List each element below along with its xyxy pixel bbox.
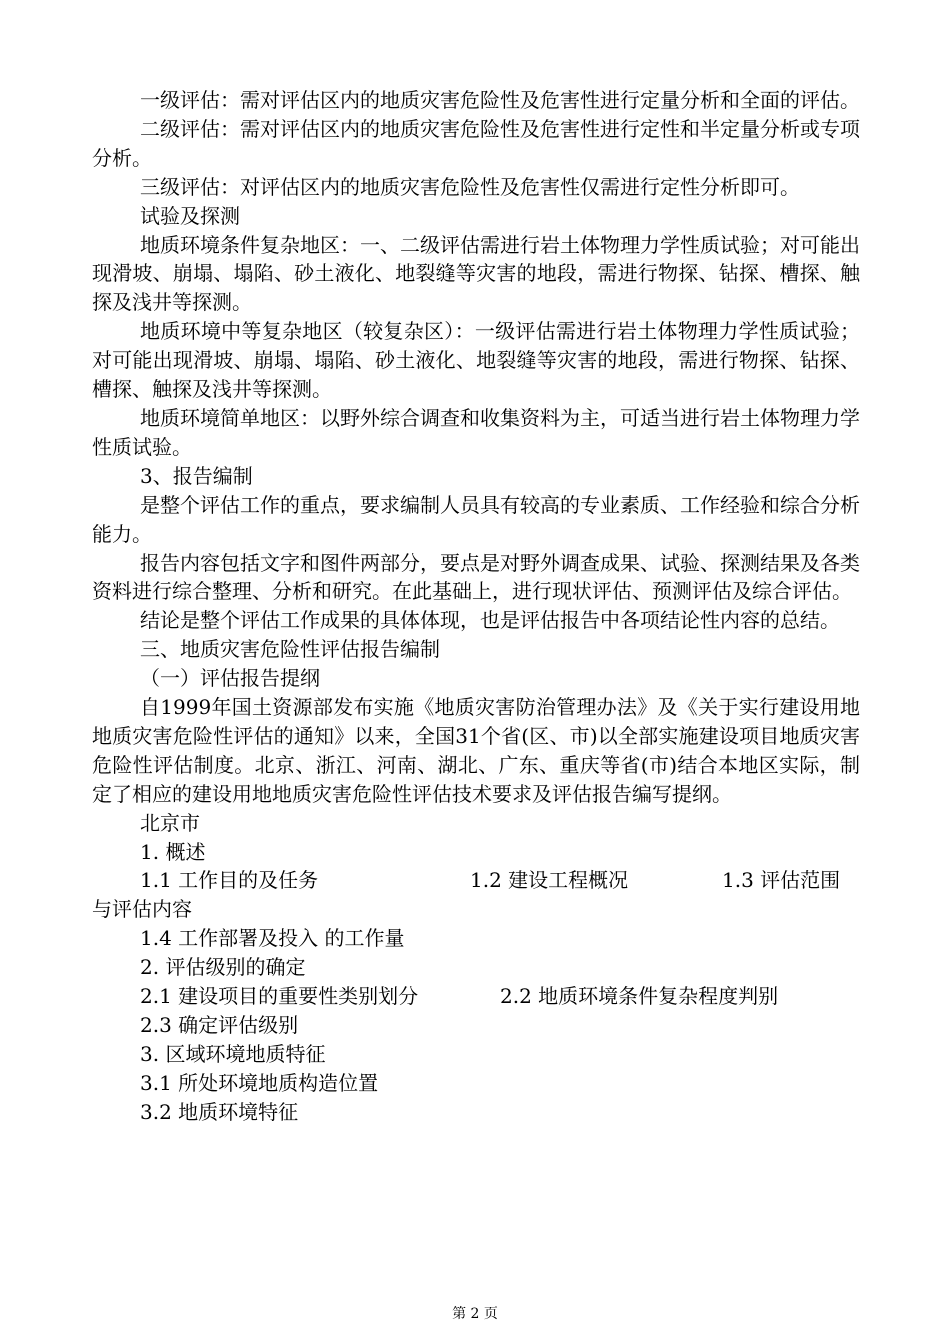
paragraph-level-2: 二级评估：需对评估区内的地质灾害危险性及危害性进行定性和半定量分析或专项分析。	[92, 116, 860, 170]
outline-label: 2.3 确定评估级别	[140, 1013, 299, 1037]
heading-test-and-survey: 试验及探测	[140, 203, 240, 228]
outline-row-1	[92, 866, 860, 895]
outline-item-2-1: 2.1 建设项目的重要性类别划分	[140, 984, 419, 1009]
document-body	[92, 86, 860, 1127]
paragraph-level-1: 一级评估：需对评估区内的地质灾害危险性及危害性进行定量分析和全面的评估。	[140, 88, 860, 112]
heading-beijing: 北京市	[140, 810, 200, 835]
outline-row-2	[92, 982, 860, 1011]
paragraph-report-content: 报告内容包括文字和图件两部分，要点是对野外调查成果、试验、探测结果及各类资料进行综合整理、分析和研究。在此基础上，进行现状评估、预测评估及综合评估。	[92, 550, 860, 604]
outline-label: 3.2 地质环境特征	[140, 1099, 299, 1124]
outline-item-3	[92, 1040, 860, 1069]
heading-outline: （一）评估报告提纲	[140, 666, 320, 691]
outline-item-3-1	[92, 1069, 860, 1098]
paragraph-complex-area: 地质环境条件复杂地区：一、二级评估需进行岩土体物理力学性质试验；对可能出现滑坡、崩塌、塌陷、砂土液化、地裂缝等灾害的地段，需进行物探、钻探、槽探、触探及浅井等探测。	[92, 232, 860, 315]
paragraph-simple-area: 地质环境简单地区：以野外综合调查和收集资料为主，可适当进行岩土体物理力学性质试验。	[92, 405, 860, 459]
paragraph-level-3: 三级评估：对评估区内的地质灾害危险性及危害性仅需进行定性分析即可。	[140, 174, 800, 199]
outline-item-1-3: 1.3 评估范围	[722, 868, 841, 893]
heading-section-three: 三、地质灾害危险性评估报告编制	[140, 637, 440, 662]
outline-item-2	[92, 953, 860, 982]
outline-item-1	[92, 838, 860, 867]
outline-label: 1. 概述	[140, 839, 206, 864]
heading-report-compilation: 3、报告编制	[140, 463, 253, 488]
outline-label: 2. 评估级别的确定	[140, 955, 306, 980]
paragraph-history: 自1999年国土资源部发布实施《地质灾害防治管理办法》及《关于实行建设用地地质灾害危险性评估的通知》以来，全国31个省(区、市)以全部实施建设项目地质灾害危险性评估制度。北京、浙江、河南、湖北、广东、重庆等省(市)结合本地区实际，制定了相应的建设用地地质灾害危险性评估技术要求及评估报告编写提纲。	[92, 695, 860, 806]
outline-item-1-2: 1.2 建设工程概况	[470, 868, 629, 893]
outline-item-3-2	[92, 1098, 860, 1127]
outline-item-1-1: 1.1 工作目的及任务	[140, 868, 319, 893]
outline-item-2-2: 2.2 地质环境条件复杂程度判别	[500, 984, 779, 1009]
outline-item-2-3	[92, 1011, 860, 1040]
outline-label: 1.4 工作部署及投入 的工作量	[140, 926, 405, 951]
outline-item-1-4	[92, 924, 860, 953]
paragraph-conclusion: 结论是整个评估工作成果的具体体现，也是评估报告中各项结论性内容的总结。	[140, 608, 840, 633]
paragraph-report-focus: 是整个评估工作的重点，要求编制人员具有较高的专业素质、工作经验和综合分析能力。	[92, 492, 860, 546]
paragraph-medium-area: 地质环境中等复杂地区（较复杂区）：一级评估需进行岩土体物理力学性质试验；对可能出现滑坡、崩塌、塌陷、砂土液化、地裂缝等灾害的地段，需进行物探、钻探、槽探、触探及浅井等探测。	[92, 319, 860, 402]
outline-label: 3. 区域环境地质特征	[140, 1041, 326, 1066]
outline-item-1-3-continued: 与评估内容	[92, 897, 192, 922]
outline-label: 3.1 所处环境地质构造位置	[140, 1070, 379, 1095]
page-number: 第 2 页	[452, 1306, 498, 1322]
